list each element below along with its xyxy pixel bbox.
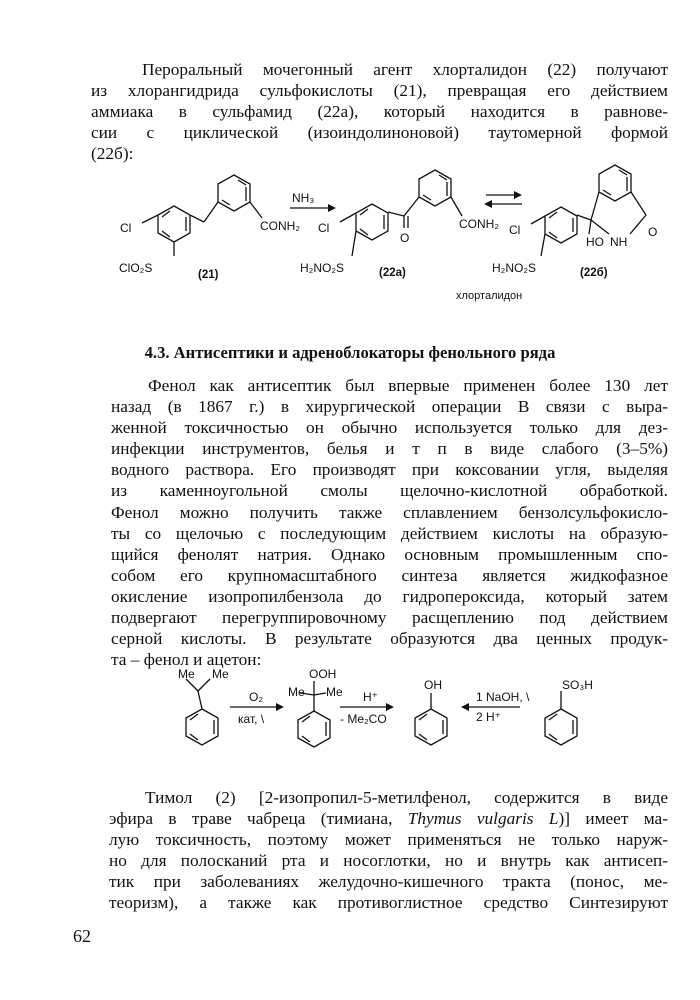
- text-line: Пероральный мочегонный агент хлорталидон (22) получают: [142, 60, 668, 79]
- drug-name-label: хлорталидон: [456, 290, 523, 302]
- lactam-oxygen-label: O: [648, 225, 658, 239]
- text-line: но для полосканий рта и носоглотки, но и внутрь как антисеп-: [109, 851, 668, 871]
- text-line: из каменноугольной смолы щелочно-кислотной обработкой.: [111, 481, 668, 501]
- text-line: теоризм), а также как противоглистное средство Синтезируют: [109, 893, 668, 913]
- arrow-reagent-label: H⁺: [363, 690, 378, 704]
- chlorine-label: Cl: [509, 223, 521, 237]
- text-line: женной токсичностью он обычно используется только для дез-: [111, 418, 668, 438]
- cumene-process-scheme: [0, 665, 700, 780]
- text-span: )] имеет ма-: [558, 809, 668, 829]
- chlorine-label: Cl: [318, 221, 330, 235]
- benzenesulfonic-acid-structure: [545, 691, 577, 745]
- sulfonic-acid-label: SO₃H: [562, 678, 593, 692]
- text-line: инфекции инструментов, белья и т п в виде слабого (3–5%): [111, 439, 668, 459]
- text-line: подвергают перегруппировочному расщеплению под действием: [111, 608, 668, 628]
- arrow-reagent-label: 1 NaOH, \: [476, 690, 530, 704]
- arrow-condition-label: кат, \: [238, 712, 265, 726]
- methyl-label: Me: [326, 685, 343, 699]
- arrow-reagent-label: O₂: [249, 690, 263, 704]
- arrow-reagent-label: NH₃: [292, 191, 315, 205]
- text-line: тик при заболеваниях желудочно-кишечного тракта (понос, ме-: [109, 872, 668, 892]
- arrow-head: [328, 204, 336, 212]
- section-heading: 4.3. Антисептики и адреноблокаторы фенольного ряда: [144, 343, 556, 362]
- text-line: сии с циклической (изоиндолиноновой) таутомерной формой: [91, 123, 668, 143]
- text-line: лую токсичность, поэтому может применяться не только наруж-: [109, 830, 668, 850]
- carboxamide-label: CONH₂: [260, 219, 300, 233]
- text-line: аммиака в сульфамид (22а), который находится в равнове-: [91, 102, 668, 122]
- text-line: та – фенол и ацетон:: [111, 650, 262, 670]
- intro-paragraph: [91, 59, 668, 164]
- sulfonamide-label: H₂NO₂S: [300, 261, 344, 275]
- compound-number-22a: (22а): [379, 267, 406, 279]
- arrow-condition-label: 2 H⁺: [476, 710, 502, 724]
- thymol-paragraph: [109, 787, 668, 914]
- methyl-label: Me: [178, 667, 195, 681]
- text-line: Фенол как антисептик был впервые применен более 130 лет: [148, 376, 668, 395]
- text-line: серной кислоты. В результате образуются два ценных продук-: [111, 629, 668, 649]
- hydroxyl-label: HO: [586, 235, 604, 249]
- text-line: назад (в 1867 г.) в хирургической операции В связи с выра-: [111, 397, 668, 417]
- methyl-label: Me: [288, 685, 305, 699]
- text-line: из хлорангидрида сульфокислоты (21), превращая его действием: [91, 81, 668, 101]
- compound-21-structure: [142, 175, 262, 256]
- sulfonyl-chloride-label: ClO₂S: [119, 261, 153, 275]
- methyl-label: Me: [212, 667, 229, 681]
- compound-number-21: (21): [198, 269, 219, 281]
- phenol-structure: [415, 693, 447, 745]
- text-line: [109, 808, 668, 829]
- amine-label: NH: [610, 235, 628, 249]
- species-name: Thymus vulgaris L: [407, 809, 559, 829]
- ketone-oxygen-label: O: [400, 231, 410, 245]
- carboxamide-label: CONH₂: [459, 217, 499, 231]
- text-line: собом его крупномасштабного синтеза является жидкофазное: [111, 565, 668, 585]
- hydroxyl-label: OH: [424, 678, 442, 692]
- page-number: 62: [73, 926, 91, 946]
- text-line: Тимол (2) [2-изопропил-5-метилфенол, содержится в виде: [145, 788, 668, 807]
- arrow-head: [276, 703, 284, 711]
- arrow-condition-label: - Me₂CO: [340, 712, 387, 726]
- arrow-head: [386, 703, 394, 711]
- text-line: Фенол можно получить также сплавлением бензолсульфокисло-: [111, 502, 668, 522]
- compound-number-22b: (22б): [580, 267, 608, 279]
- equilibrium-arrows: [484, 191, 522, 208]
- sulfonamide-label: H₂NO₂S: [492, 261, 536, 275]
- chlorine-label: Cl: [120, 221, 132, 235]
- cumene-structure: [186, 679, 218, 745]
- text-line: (22б):: [91, 144, 134, 164]
- text-line: окисление изопропилбензола до гидропероксида, который затем: [111, 586, 668, 606]
- phenol-paragraph: [111, 375, 668, 670]
- hydroperoxy-label: OOH: [309, 667, 337, 681]
- text-line: водного раствора. Его производят при коксовании угля, выделяя: [111, 460, 668, 480]
- text-span: эфира в траве чабреца (тимиана,: [109, 809, 408, 829]
- chlortalidone-scheme: [0, 160, 700, 310]
- text-line: щийся фенолят натрия. Однако основным промышленным спо-: [111, 544, 668, 564]
- arrow-head: [461, 703, 469, 711]
- text-line: ты со щелочью с последующим действием кислоты на образую-: [111, 523, 668, 543]
